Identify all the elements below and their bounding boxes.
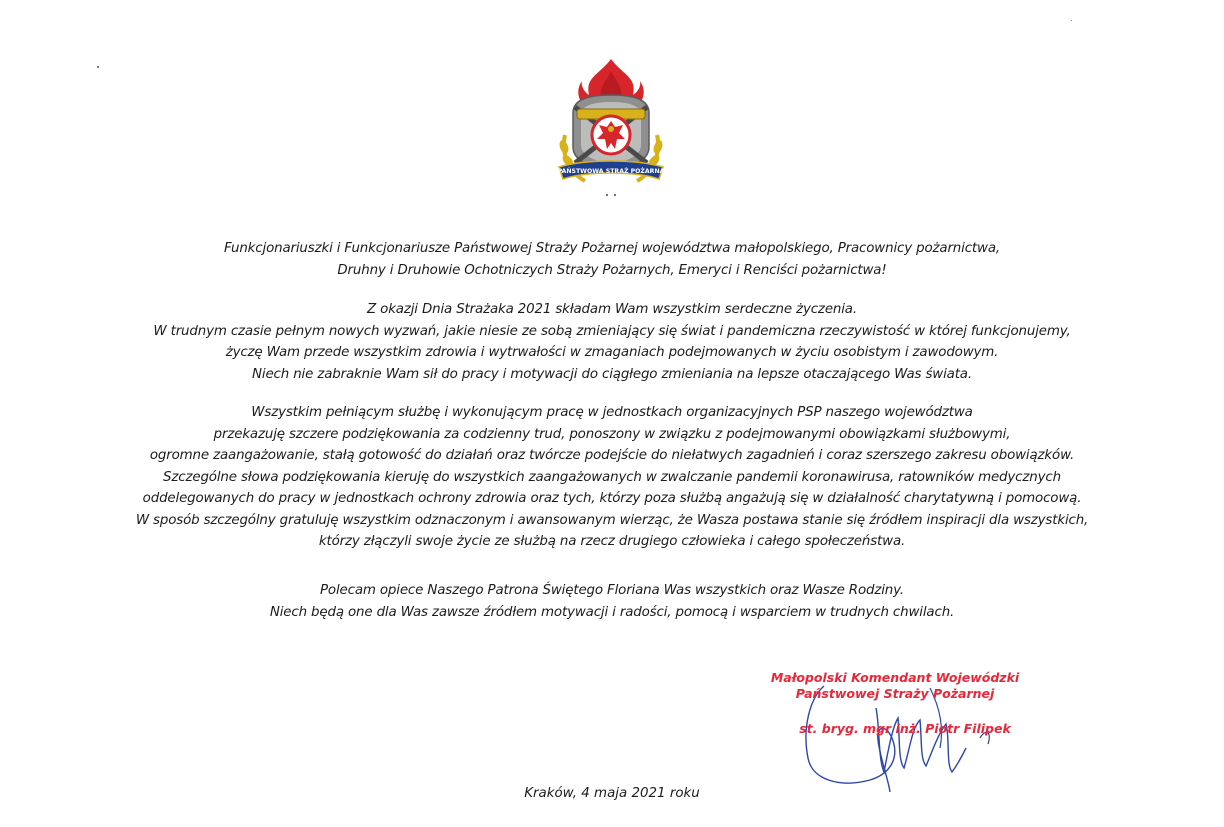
signatory-title: Małopolski Komendant Wojewódzki (770, 670, 1020, 685)
text-line: W trudnym czasie pełnym nowych wyzwań, jakie niesie ze sobą zmieniający się świat i pandemiczna rzeczywistość w której funkcjonujemy, (153, 323, 1071, 339)
signatory-organization: Państwowej Straży Pożarnej (795, 686, 995, 701)
salutation (0, 238, 1224, 281)
text-line: którzy złączyli swoje życie ze służbą na rzecz drugiego człowieka i całego społeczeństwa. (318, 534, 906, 549)
scan-speck (1071, 20, 1072, 21)
text-line: przekazuję szczere podziękowania za codzienny trud, ponoszony w związku z podejmowanymi obowiązkami służbowymi, (213, 426, 1011, 442)
place-date-text: Kraków, 4 maja 2021 roku (524, 786, 700, 801)
paragraph-wishes (0, 299, 1224, 385)
text-line: Szczególne słowa podziękowania kieruję do wszystkich zaangażowanych w zwalczanie pandemii koronawirusa, ratowników medycznych (163, 469, 1061, 485)
text-line: ogromne zaangażowanie, stałą gotowość do działań oraz twórcze podejście do niełatwych zagadnień i coraz szerszego zakresu obowiązków. (149, 448, 1075, 463)
signatory-name: st. bryg. mgr inż. Piotr Filipek (799, 721, 1011, 736)
psp-emblem (555, 55, 667, 203)
text-line: Polecam opiece Naszego Patrona Świętego Floriana Was wszystkich oraz Wasze Rodziny. (319, 583, 904, 598)
text-line: Niech nie zabraknie Wam sił do pracy i motywacji do ciągłego zmieniania na lepsze otaczającego Was świata. (252, 366, 972, 382)
text-line: oddelegowanych do pracy w jednostkach ochrony zdrowia oraz tych, którzy poza służbą angażują się w działalność charytatywną i pomocową. (142, 491, 1082, 506)
text-line: Z okazji Dnia Strażaka 2021 składam Wam wszystkim serdeczne życzenia. (367, 302, 857, 317)
text-line: Niech będą one dla Was zawsze źródłem motywacji i radości, pomocą i wsparciem w trudnych chwilach. (269, 604, 955, 620)
signature-block (760, 668, 1030, 803)
emblem-label: PAŃSTWOWA STRAŻ POŻARNA (557, 168, 665, 175)
scan-speck (97, 66, 99, 68)
paragraph-thanks (0, 402, 1224, 553)
place-date (0, 786, 1224, 801)
text-line: W sposób szczególny gratuluję wszystkim odznaczonym i awansowanym wierząc, że Wasza postawa stanie się źródłem inspiracji dla wszystkich, (135, 512, 1089, 528)
psp-emblem-graphic (555, 55, 667, 203)
paragraph-patron (0, 580, 1224, 623)
salutation-line: Druhny i Druhowie Ochotniczych Straży Pożarnych, Emeryci i Renciści pożarnictwa! (337, 262, 887, 278)
text-line: Wszystkim pełniącym służbę i wykonującym pracę w jednostkach organizacyjnych PSP naszego województwa (251, 405, 973, 420)
salutation-line: Funkcjonariuszki i Funkcjonariusze Państwowej Straży Pożarnej województwa małopolskiego, Pracownicy pożarnictwa, (224, 241, 1000, 256)
text-line: życzę Wam przede wszystkim zdrowia i wytrwałości w zmaganiach podejmowanych w życiu osobistym i zawodowym. (225, 345, 999, 360)
